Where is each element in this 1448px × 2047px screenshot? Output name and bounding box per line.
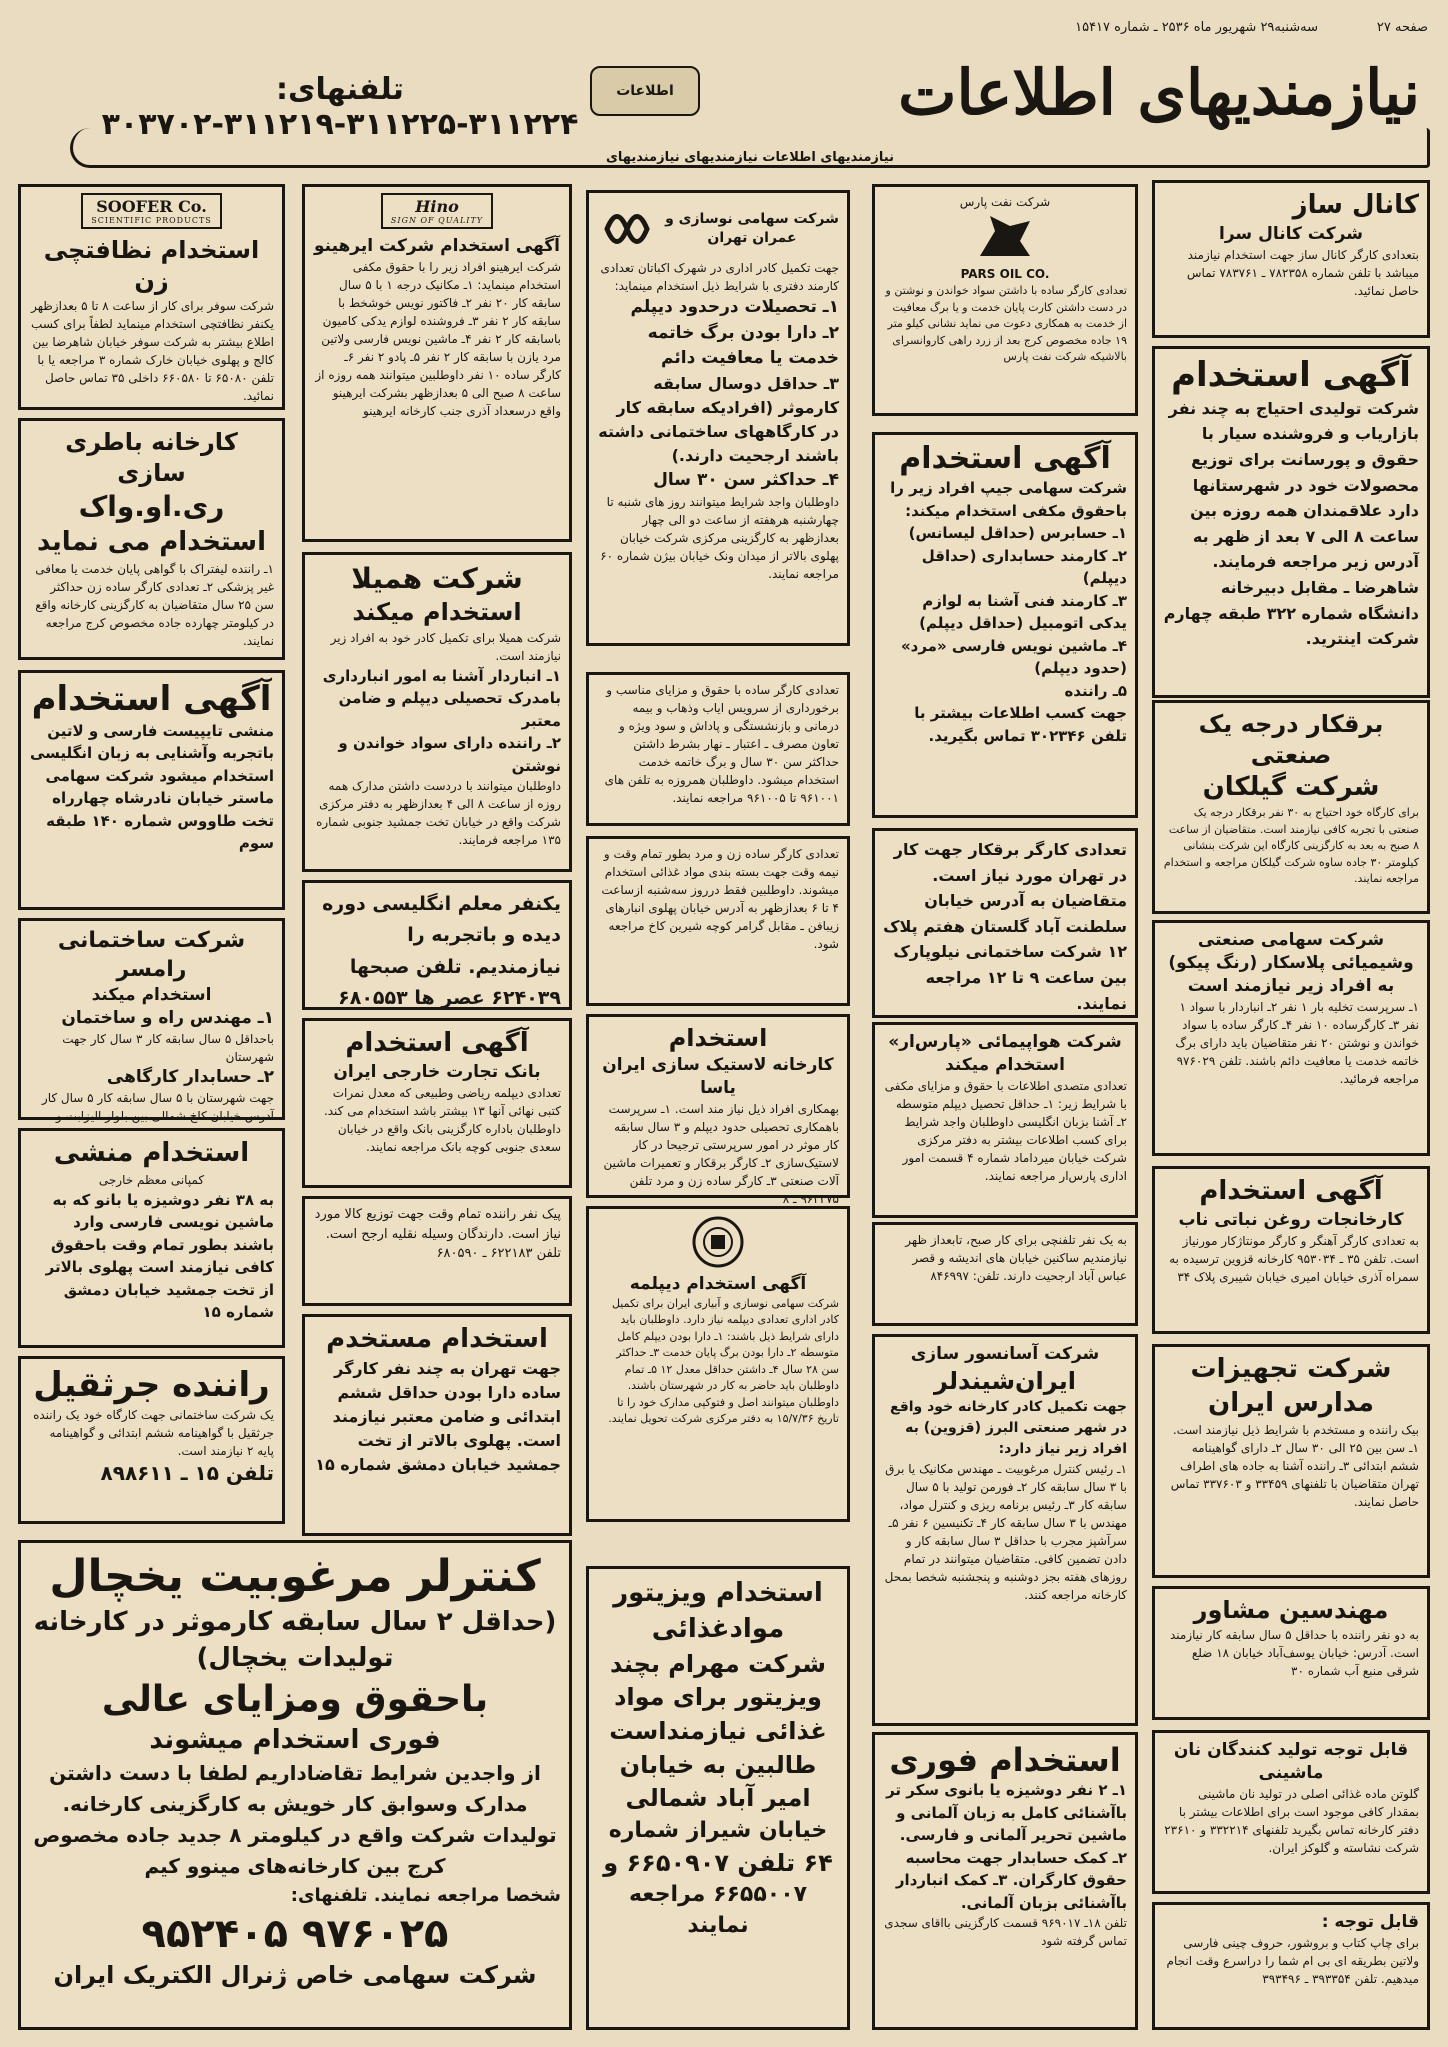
ad-monshi-body: به ۳۸ نفر دوشیزه یا بانو که به ماشین نویسی فارسی وارد باشند بطور تمام وقت باحقوق کافی نیازمند است پهلوی بالاتر از تخت جمشید خیابان دمشق شماره ۱۵ bbox=[45, 1190, 274, 1322]
ad-food-line9: ۶۴ تلفن ۶۶۵۰۹۰۷ و bbox=[603, 1848, 833, 1877]
ad-urgent-body: ۱ـ ۲ نفر دوشیزه یا بانوی سکر تر باآشنائی کامل به زبان آلمانی و ماشین تحریر آلمانی و فارسی. ۲ـ کمک حسابدار جهت محاسبه حقوق کارگران. ۳ـ کمک انباردار باآشنائی بزبان آلمانی. bbox=[886, 1781, 1127, 1912]
ad-jeep-item3: ۳ـ کارمند فنی آشنا به لوازم یدکی اتومبیل (حداقل دیپلم) bbox=[919, 591, 1127, 632]
ad-bakery-title: قابل توجه تولید کنندگان نان ماشینی bbox=[1173, 1740, 1409, 1783]
ad-jeep bbox=[872, 432, 1138, 818]
ad-canal-sub: شرکت کانال سرا bbox=[1219, 223, 1363, 244]
ad-monshi-sub: کمپانی معظم خارجی bbox=[98, 1172, 205, 1187]
ad-jeep-item1: ۱ـ حسابرس (حداقل لیسانس) bbox=[908, 524, 1127, 542]
ad-schindler-line3: جهت تکمیل کادر کارخانه خود واقع در شهر صنعتی البرز (قزوین) به افراد زیر نیاز دارد: bbox=[890, 1399, 1127, 1458]
ad-tehran-build-item1: ۱ـ تحصیلات درحدود دیپلم bbox=[630, 297, 839, 317]
knot-logo-icon bbox=[597, 199, 657, 259]
ad-hino-body: شرکت ایرهینو افراد زیر را با حقوق مکفی استخدام مینماید: ۱ـ مکانیک درجه ۱ با ۵ سال سابقه کار ۲۰ نفر ۲ـ فاکتور نویس خوشخط با سابقه کار ۲ نفر ۳ـ فروشنده لوازم یدکی کامیون باسابقه کار ۲ نفر ۴ـ ماشین نویس فارسی ولاتین مرد یازن با سابقه کار ۲ نفر ۵ـ پادو ۲ نفر ۶ـ کارگر ساده ۱۰ نفر داوطلبین میتوانند همه روزه از ساعت ۸ صبح الی ۵ بعدازظهر بشرکت ایرهینو واقع درسعداد آذری جنب کارخانه ایرهینو bbox=[315, 259, 561, 418]
pars-oil-logo bbox=[883, 193, 1127, 283]
masthead-phones bbox=[80, 72, 600, 142]
ad-ramsar-body: جهت شهرستان با ۵ سال سابقه کار ۵ سال کار آدرس خیابان کاخ شمالی بین بلوار الیزابت و bbox=[41, 1091, 274, 1123]
ad-plasticar-sub: به افراد زیر نیازمند است bbox=[1187, 975, 1395, 996]
ad-oil-factory-body: به تعدادی کارگر آهنگر و کارگر مونتاژکار مورنیاز است. تلفن ۳۵ ـ ۹۵۳۰۳۴ کارخانه قزوین ترسیده به سمراه آذری خیابان امیری خیابان شیبری پلاک ۳۴ bbox=[1169, 1233, 1419, 1284]
ad-schools-intro: بیک راننده و مستخدم با شرایط ذیل نیازمند است. bbox=[1172, 1422, 1419, 1437]
ad-schools bbox=[1152, 1344, 1430, 1578]
ad-servant bbox=[302, 1314, 572, 1536]
ad-tehran-build-item4: ۴ـ حداکثر سن ۳۰ سال bbox=[653, 469, 839, 490]
ad-airline bbox=[872, 1022, 1138, 1218]
pars-oil-brand-en: PARS OIL CO. bbox=[960, 267, 1050, 281]
ad-fridge-quality bbox=[18, 1540, 572, 2030]
ad-diploma-body: شرکت سهامی نوسازی و آبیاری ایران برای تکمیل کادر اداری تعدادی دیپلمه نیاز دارد. داوطلبان باید دارای شرایط ذیل باشند: ۱ـ دارا بودن دیپلم کامل متوسطه ۲ـ دارا بودن برگ پایان خدمت ۳ـ حداکثر سن ۲۸ سال ۴ـ داشتن حداقل معدل ۱۲ ۵ـ تمام داوطلبان باید حاضر به کار در شهرستان باشند. داوطلبان میتوانند اصل و فتوکپی مدارک خود را تا تاریخ ۱۵/۷/۳۶ به دفتر مرکزی شرکت تحویل نمایند. bbox=[608, 1296, 839, 1426]
ad-crane-driver-title: راننده جرثقیل bbox=[33, 1365, 270, 1405]
hino-brand-name: Hino bbox=[415, 197, 459, 216]
ad-workers-general-body: تعدادی کارگر ساده با حقوق و مزایای مناسب و برخورداری از سرویس ایاب وذهاب و بیمه درمانی و بازنشستگی و پاداش و سود ویژه و تعاون مصرف ـ اعتبار ـ نهار بشرط داشتن حداکثر سن ۳۰ سال و برگ خاتمه خدمت استخدام میشود. داوطلبان همروزه به تلفن های ۹۶۱۰۰۱ تا ۹۶۱۰۰۵ مراجعه نمایند. bbox=[604, 683, 839, 805]
ad-diploma-title: آگهی استخدام دیپلمه bbox=[629, 1274, 807, 1294]
ad-delivery-driver-body: پیک نفر راننده تمام وقت جهت توزیع کالا مورد نیاز است. دارندگان وسیله نقلیه ارجح است. تلفن ۶۲۲۱۸۳ ـ ۶۸۰۵۹۰ bbox=[314, 1207, 561, 1261]
ad-jeep-intro: شرکت سهامی جیپ افراد زیر را باحقوق مکفی استخدام میکند: bbox=[890, 479, 1127, 520]
ad-ray-o-vac-line1: کارخانه باطری سازی bbox=[65, 428, 238, 488]
ad-workers-mixed-body: تعدادی کارگر ساده زن و مرد بطور تمام وقت و نیمه وقت جهت بسته بندی مواد غذائی استخدام میشوند. داوطلبین فقط درروز سه‌شنبه ازساعت ۴ تا ۶ بعدازظهر به آدرس خیابان پهلوی انبارهای زیبافن ـ مقابل گرامر کوچه شیرین کاخ مراجعه شود. bbox=[601, 847, 839, 951]
ad-oil-factory bbox=[1152, 1166, 1430, 1334]
ad-airline-body: تعدادی متصدی اطلاعات با حقوق و مزایای مکفی با شرایط زیر: ۱ـ حداقل تحصیل دیپلم متوسطه ۲ـ آشنا بزبان انگلیسی داوطلبان واجد شرایط برای کسب اطلاعات بیشتر به دفتر مرکزی شرکت خیابان میرداماد شماره ۴ قسمت امور اداری پارس‌ار مراجعه نمایند. bbox=[884, 1078, 1127, 1183]
ad-bakery bbox=[1152, 1730, 1430, 1894]
pars-oil-brand-fa: شرکت نفت پارس bbox=[959, 195, 1051, 209]
hino-logo bbox=[381, 193, 493, 229]
ad-oil-factory-title: آگهی استخدام bbox=[1199, 1176, 1383, 1206]
ad-diploma bbox=[586, 1206, 850, 1522]
ad-plastic-title: استخدام bbox=[668, 1024, 768, 1052]
ad-tehran-build bbox=[586, 190, 850, 646]
ad-plastic bbox=[586, 1014, 850, 1207]
ad-typist-body: منشی تایپیست فارسی و لاتین باتجربه وآشنایی به زبان انگلیسی استخدام میشود شرکت سهامی ماستر خیابان نادرشاه چهارراه تخت طاووس شماره ۱۴۰ طبقه سوم bbox=[29, 721, 274, 853]
ad-food-line10: ۶۶۵۵۰۰۷ مراجعه نمایند bbox=[628, 1882, 808, 1938]
ad-ramsar-title: شرکت ساختمانی رامسر bbox=[57, 928, 246, 982]
ad-electricians bbox=[872, 828, 1138, 1018]
ad-hamila-title: شرکت همیلا bbox=[351, 562, 523, 595]
ad-bank-body: تعدادی دیپلمه ریاضی وطبیعی که معدل نمرات کتبی نهائی آنها ۱۳ بیشتر باشد استخدام می کند. داوطلبان باداره کارگزینی بانک واقع در خیابان سعدی جنوبی کوچه بانک مراجعه نمایند. bbox=[323, 1085, 561, 1154]
ad-ray-o-vac-body: ۱ـ راننده لیفتراک با گواهی پایان خدمت یا معافی غیر پزشکی ۲ـ تعدادی کارگر ساده زن حداکثر سن ۲۵ سال متقاضیان به کارگزینی کارخانه واقع در کیلومتر چهارده جاده مخصوص کرج مراجعه نمایند. bbox=[35, 561, 274, 648]
masthead-title: نیازمندیهای اطلاعات bbox=[898, 56, 1420, 129]
ad-ray-o-vac-line3: استخدام می نماید bbox=[36, 526, 267, 557]
ad-workers-mixed bbox=[586, 836, 850, 1006]
ad-hamila-item1: ۱ـ انباردار آشنا به امور انبارداری بامدرک تحصیلی دیپلم و ضامن معتبر bbox=[322, 666, 561, 730]
ad-food-line6: طالبین به خیابان bbox=[619, 1750, 817, 1779]
ad-typist-title: آگهی استخدام bbox=[31, 679, 272, 719]
ad-plasticar-body: ۱ـ سرپرست تخلیه بار ۱ نفر ۲ـ انباردار با سواد ۱ نفر ۳ـ کارگرساده ۱۰ نفر ۴ـ کارگر ساده با سواد خواندن و نوشتن ۲۰ نفر متقاضیان باید دارای برگ خاتمه خدمت یا معافیت دائم باشند. تلفن ۹۷۶۰۲۹ مراجعه فرمائید. bbox=[1175, 999, 1419, 1086]
ad-urgent-phone: تلفن ۱۸ـ ۹۶۹۰۱۷ قسمت کارگزینی بااقای سجدی تماس گرفته شود bbox=[884, 1916, 1127, 1949]
soofer-brand-sub: SCIENTIFIC PRODUCTS bbox=[91, 216, 212, 225]
ad-ramsar-sub: استخدام میکند bbox=[91, 985, 212, 1006]
ad-schindler-line2: ایران‌شیندلر bbox=[934, 1366, 1076, 1395]
ad-hino bbox=[302, 184, 572, 542]
ad-sales-title: آگهی استخدام bbox=[1171, 355, 1411, 395]
soofer-logo bbox=[81, 193, 222, 229]
ad-ramsar bbox=[18, 918, 285, 1123]
ad-crane-driver bbox=[18, 1356, 285, 1524]
ad-jeep-item4: ۴ـ ماشین نویس فارسی «مرد» (حدود دیپلم) bbox=[900, 636, 1127, 677]
ad-printing-body: برای چاپ کتاب و بروشور، حروف چینی فارسی ولاتین بطریقه ای بی ام شما را دراسرع وقت انجام میدهیم. تلفن ۳۹۳۳۵۴ ـ ۳۹۳۴۹۶ bbox=[1166, 1935, 1419, 1986]
ad-hamila bbox=[302, 552, 572, 872]
ad-gilkan-body: برای کارگاه خود احتیاج به ۳۰ نفر برقکار درجه یک صنعتی با تجربه کافی نیازمند است. متقاضیان از ساعت ۸ صبح به بعد به کارگزینی کارگاه این شرکت بنشانی کیلومتر ۳۰ جاده ساوه شرکت گیلکان مراجعه و استخدام مراجعه نمایند. bbox=[1163, 806, 1419, 886]
ad-soofer-body: شرکت سوفر برای کار از ساعت ۸ تا ۵ بعدازظهر یکنفر نظافتچی استخدام مینماید لطفاً برای کسب اطلاع بیشتر به شرکت سوفر خیابان شاهرضا بین کالج و پهلوی خیابان خارک شماره ۳ مراجعه یا با تلفن ۶۵۰۸۰ تا ۶۶۰۵۸۰ داخلی ۳۵ تماس حاصل نمائید. bbox=[31, 299, 274, 404]
ad-tehran-build-intro: جهت تکمیل کادر اداری در شهرک اکباتان تعدادی کارمند دفتری با شرایط ذیل استخدام مینماید: bbox=[600, 261, 839, 293]
ad-monshi bbox=[18, 1128, 285, 1348]
ad-food-line3: شرکت مهرام بچند bbox=[609, 1649, 827, 1678]
ad-tehran-build-company: شرکت سهامی نوسازی و عمران تهران bbox=[665, 211, 839, 246]
ad-consultant-title: مهندسین مشاور bbox=[1193, 1596, 1389, 1624]
ad-schools-body: ۱ـ سن بین ۲۵ الی ۳۰ سال ۲ـ دارای گواهینامه ششم ابتدائی ۳ـ راننده آشنا به جاده های اطراف تهران متقاضیان با تلفنهای ۳۳۴۵۹ و ۳۳۷۶۰۳ تماس حاصل نمایند. bbox=[1170, 1440, 1419, 1509]
ad-fridge-line3: باحقوق ومزایای عالی bbox=[101, 1678, 489, 1720]
ad-fridge-line4: فوری استخدام میشوند bbox=[149, 1724, 441, 1755]
ad-english-teacher bbox=[302, 880, 572, 1010]
ad-bakery-body: گلوتن ماده غذائی اصلی در تولید نان ماشینی بمقدار کافی موجود است برای اطلاعات بیشتر با دفتر کارخانه تماس بگیرید تلفنهای ۳۳۲۲۱۴ و ۲۳۶۱۰ شرکت نشاسته و گلوکز ایران. bbox=[1164, 1786, 1419, 1855]
ad-soofer-title: استخدام نظافتچی زن bbox=[43, 236, 260, 296]
ad-fridge-line1: کنترلر مرغوبیت یخچال bbox=[49, 1551, 541, 1602]
ad-oil-factory-sub: کارخانجات روغن نباتی ناب bbox=[1178, 1209, 1404, 1230]
ad-schindler-body: ۱ـ رئیس کنترل مرغوبیت ـ مهندس مکانیک یا برق با ۳ سال سابقه کار ۲ـ فورمن تولید با ۵ سال سابقه کار ۳ـ رئیس برنامه ریزی و کنترل مواد، مهندس با ۳ سال سابقه کار ۴ـ تکنیسین ۶ نفر ۵ـ سرآشپز مجرب با حداقل ۳ سال سابقه کار و دادن تضمین کافی. متقاضیان میتوانند در تمام روزهای هفته بجز دوشنبه و پنجشنبه شخصا بمحل کارخانه مراجعه کنند. bbox=[884, 1462, 1127, 1603]
ad-servant-body: جهت تهران به چند نفر کارگر ساده دارا بودن حداقل ششم ابتدائی و ضامن معتبر نیازمند است. پهلوی بالاتر از تخت جمشید خیابان دمشق شماره ۱۵ bbox=[315, 1358, 561, 1474]
ad-food-visitor bbox=[586, 1566, 850, 2030]
ad-workers-general bbox=[586, 672, 850, 826]
ad-electricians-body: تعدادی کارگر برقکار جهت کار در تهران مورد نیاز است. متقاضیان به آدرس خیابان سلطنت آباد گلستان هفتم پلاک ۱۲ شرکت ساختمانی نیلوپارک بین ساعت ۹ تا ۱۲ مراجعه نمایند. bbox=[883, 840, 1127, 1013]
ad-ray-o-vac bbox=[18, 418, 285, 660]
ad-food-line8: خیابان شیراز شماره bbox=[608, 1817, 828, 1843]
ad-jeep-item2: ۲ـ کارمند حسابداری (حداقل دیپلم) bbox=[921, 546, 1127, 587]
ad-printing bbox=[1152, 1902, 1430, 2030]
ad-food-line2: موادغذائی bbox=[651, 1614, 785, 1645]
griffin-icon bbox=[970, 211, 1040, 261]
ad-pars-oil-body: تعدادی کارگر ساده با داشتن سواد خواندن و نوشتن و در دست داشتن کارت پایان خدمت و یا برگ معافیت از خدمت به همکاری دعوت می نماید نشانی کیلو متر ۱۹ جاده مخصوص کرج بعد از زرد راهی کاروانسرای بالاشیکه شرکت نفت پارس bbox=[885, 284, 1127, 363]
ad-fridge-contact: شخصا مراجعه نمایند. تلفنهای: bbox=[290, 1885, 561, 1907]
ad-ramsar-item2: ۲ـ حسابدار کارگاهی bbox=[106, 1067, 274, 1088]
ad-servant-title: استخدام مستخدم bbox=[326, 1324, 548, 1354]
ad-english-teacher-body: یکنفر معلم انگلیسی دوره دیده و باتجربه را نیازمندیم. تلفن صبحها ۶۲۴۰۳۹ عصر ها ۶۸۰۵۵۳ bbox=[322, 893, 561, 1010]
ad-fridge-phone: ۹۵۲۴۰۵ ۹۷۶۰۲۵ bbox=[141, 1911, 449, 1958]
ad-hamila-item2: ۲ـ راننده دارای سواد خواندن و نوشتن bbox=[338, 734, 561, 775]
ad-crane-driver-body: یک شرکت ساختمانی جهت کارگاه خود یک راننده جرثقیل با گواهینامه ششم ابتدائی و گواهینامه پایه ۲ نیازمند است. bbox=[33, 1407, 274, 1458]
ad-food-line4: ویزیتور برای مواد bbox=[614, 1683, 822, 1712]
ad-gilkan bbox=[1152, 700, 1430, 914]
masthead-subtitle: نیازمندیهای اطلاعات نیازمندیهای نیازمندیهای bbox=[605, 150, 894, 165]
ad-sales-body: شرکت تولیدی احتیاج به چند نفر بازاریاب و فروشنده سیار با حقوق و پورسانت برای توزیع محصولات خود در شهرستانها دارد علاقمندان همه روزه بین ساعت ۸ الی ۷ بعد از ظهر به آدرس زیر مراجعه فرمایند. شاهرضا ـ مقابل دبیرخانه دانشگاه شماره ۳۲۲ طبقه چهارم شرکت اینترید. bbox=[1163, 398, 1419, 649]
ettelaat-logo-label: اطلاعات bbox=[616, 83, 674, 99]
ad-plasticar-title: شرکت سهامی صنعتی وشیمیائی پلاسکار (رنگ پیکو) bbox=[1168, 930, 1414, 973]
ad-fridge-line2: (حداقل ۲ سال سابقه کارموثر در کارخانه تولیدات یخچال) bbox=[33, 1607, 557, 1674]
ad-jeep-body: جهت کسب اطلاعات بیشتر با تلفن ۳۰۲۳۴۶ تماس بگیرید. bbox=[914, 704, 1127, 745]
ad-bank-title: آگهی استخدام bbox=[345, 1028, 529, 1058]
ad-fridge-body: از واجدین شرایط تقاضاداریم لطفا با دست داشتن مدارک وسوابق کار خویش به کارگزینی کارخانه. تولیدات شرکت واقع در کیلومتر ۸ جدید جاده مخصوص کرج بین کارخانه‌های مینوو کیم bbox=[33, 1761, 557, 1879]
ad-tehran-build-item3: ۳ـ حداقل دوسال سابقه کارموثر (افرادیکه سابقه کار در کارگاههای ساختمانی داشته باشند ارجحیت دارند.) bbox=[598, 373, 839, 465]
ad-typist bbox=[18, 670, 285, 910]
ad-bank-sub: بانک تجارت خارجی ایران bbox=[333, 1061, 541, 1082]
ad-food-line5: غذائی نیازمنداست bbox=[609, 1716, 827, 1745]
ad-schools-line1: شرکت تجهیزات bbox=[1190, 1354, 1392, 1384]
ad-hamila-intro: شرکت همیلا برای تکمیل کادر خود به افراد زیر نیازمند است. bbox=[330, 630, 561, 663]
ad-hamila-body: داوطلبان میتوانند با دردست داشتن مدارک همه روزه از ساعت ۸ الی ۴ بعدازظهر به دفتر مرکزی شرکت واقع در خیابان تخت جمشید جنوبی شماره ۱۳۵ مراجعه فرمایند. bbox=[316, 779, 561, 848]
ettelaat-logo bbox=[590, 66, 700, 116]
ad-consultant bbox=[1152, 1586, 1430, 1720]
ad-canal-body: بتعدادی کارگر کانال ساز جهت استخدام نیازمند میباشد با تلفن شماره ۷۸۲۳۵۸ ـ ۷۸۳۷۶۱ تماس حاصل نمائید. bbox=[1186, 247, 1419, 298]
ad-plasticar bbox=[1152, 920, 1430, 1156]
ad-ramsar-item1-detail: باحداقل ۵ سال سابقه کار ۳ سال کار جهت شهرستان bbox=[62, 1032, 274, 1065]
ad-food-line7: امیر آباد شمالی bbox=[625, 1784, 811, 1813]
ad-airline-sub: استخدام میکند bbox=[945, 1054, 1065, 1075]
page-number: صفحه ۲۷ bbox=[1376, 20, 1428, 35]
ad-canal bbox=[1152, 180, 1430, 338]
issue-date-line: سه‌شنبه۲۹ شهریور ماه ۲۵۳۶ ـ شماره ۱۵۴۱۷ bbox=[1075, 20, 1318, 35]
ad-soofer bbox=[18, 184, 285, 410]
tehran-build-logo bbox=[597, 199, 657, 259]
ad-fridge-company: شرکت سهامی خاص ژنرال الکتریک ایران bbox=[53, 1961, 537, 1990]
ad-sales bbox=[1152, 346, 1430, 698]
ad-monshi-title: استخدام منشی bbox=[53, 1138, 250, 1168]
ad-ramsar-item1: ۱ـ مهندس راه و ساختمان bbox=[61, 1008, 274, 1029]
ad-airline-title: شرکت هواپیمائی «پارس‌ار» bbox=[888, 1032, 1122, 1052]
ad-crane-driver-phone: تلفن ۱۵ ـ ۸۹۸۶۱۱ bbox=[100, 1460, 274, 1485]
ad-tehran-build-body: داوطلبان واجد شرایط میتوانند روز های شنبه تا چهارشنبه هرهفته از ساعت دو الی چهار بعدازظهر به کارگزینی مرکزی شرکت خیابان پهلوی بالاتر از میدان ونک خیابان بیژن شماره ۶۰ مراجعه نمایند. bbox=[600, 495, 839, 581]
ad-food-line1: استخدام ویزیتور bbox=[613, 1578, 823, 1608]
page-top-line bbox=[20, 20, 1428, 40]
emblem-icon bbox=[691, 1215, 745, 1269]
ad-bank bbox=[302, 1018, 572, 1188]
ad-ray-o-vac-line2: ری.او.واک bbox=[78, 490, 225, 524]
ad-gilkan-line2: شرکت گیلکان bbox=[1202, 772, 1380, 803]
phones-label: تلفنهای: bbox=[276, 72, 404, 107]
ad-telephonist-body: به یک نفر تلفنچی برای کار صبح، تابعداز ظهر نیازمندیم ساکنین خیابان های اندیشه و قصر عباس آباد ارجحیت دارند. تلفن: ۸۴۶۹۹۷ bbox=[905, 1233, 1127, 1283]
ad-delivery-driver bbox=[302, 1196, 572, 1306]
ad-hino-title: آگهی استخدام شرکت ایرهینو bbox=[313, 236, 561, 256]
ad-pars-oil bbox=[872, 184, 1138, 416]
ad-schools-line2: مدارس ایران bbox=[1208, 1387, 1374, 1418]
ad-tehran-build-item2: ۲ـ دارا بودن برگ خاتمه خدمت یا معافیت دائم bbox=[647, 322, 839, 368]
ad-schindler bbox=[872, 1334, 1138, 1726]
ad-canal-title: کانال ساز bbox=[1292, 190, 1419, 220]
ad-printing-title: قابل توجه : bbox=[1321, 1912, 1419, 1932]
ad-telephonist bbox=[872, 1222, 1138, 1326]
ad-plastic-body: بهمکاری افراد ذیل نیاز مند است. ۱ـ سرپرست باهمکاری تحصیلی حدود دیپلم و ۳ سال سابقه کار موثر در امور سرپرستی ترجیحا در کار لاستیک‌سازی ۲ـ کارگر برقکار و تعمیرات ماشین آلات صنعتی ۳ـ کارگر ساده زن و مرد تلفن ۹۶۳۳۷۵ ـ ۸ bbox=[603, 1102, 839, 1207]
ad-hamila-sub: استخدام میکند bbox=[352, 598, 522, 627]
diploma-emblem bbox=[597, 1215, 839, 1273]
ad-plastic-sub: کارخانه لاستیک سازی ایران یاسا bbox=[602, 1055, 834, 1099]
ad-schindler-line1: شرکت آسانسور سازی bbox=[910, 1344, 1100, 1364]
ad-jeep-title: آگهی استخدام bbox=[899, 441, 1111, 476]
soofer-brand-name: SOOFER Co. bbox=[96, 197, 207, 216]
ad-consultant-body: به دو نفر راننده با حداقل ۵ سال سابقه کار نیازمند است. آدرس: خیابان یوسف‌آباد خیابان ۱۸ ضلع شرقی منبع آب شماره ۳۰ bbox=[1169, 1628, 1419, 1679]
ad-urgent bbox=[872, 1732, 1138, 2030]
hino-brand-sub: SIGN OF QUALITY bbox=[390, 216, 484, 225]
ad-gilkan-line1: برقکار درجه یک صنعتی bbox=[1198, 710, 1384, 770]
phones-numbers: ۳۰۳۷۰۲-۳۱۱۲۱۹-۳۱۱۲۲۵-۳۱۱۲۲۴ bbox=[101, 107, 579, 142]
ad-urgent-title: استخدام فوری bbox=[889, 1741, 1121, 1779]
ad-jeep-item5: ۵ـ راننده bbox=[1064, 681, 1127, 700]
